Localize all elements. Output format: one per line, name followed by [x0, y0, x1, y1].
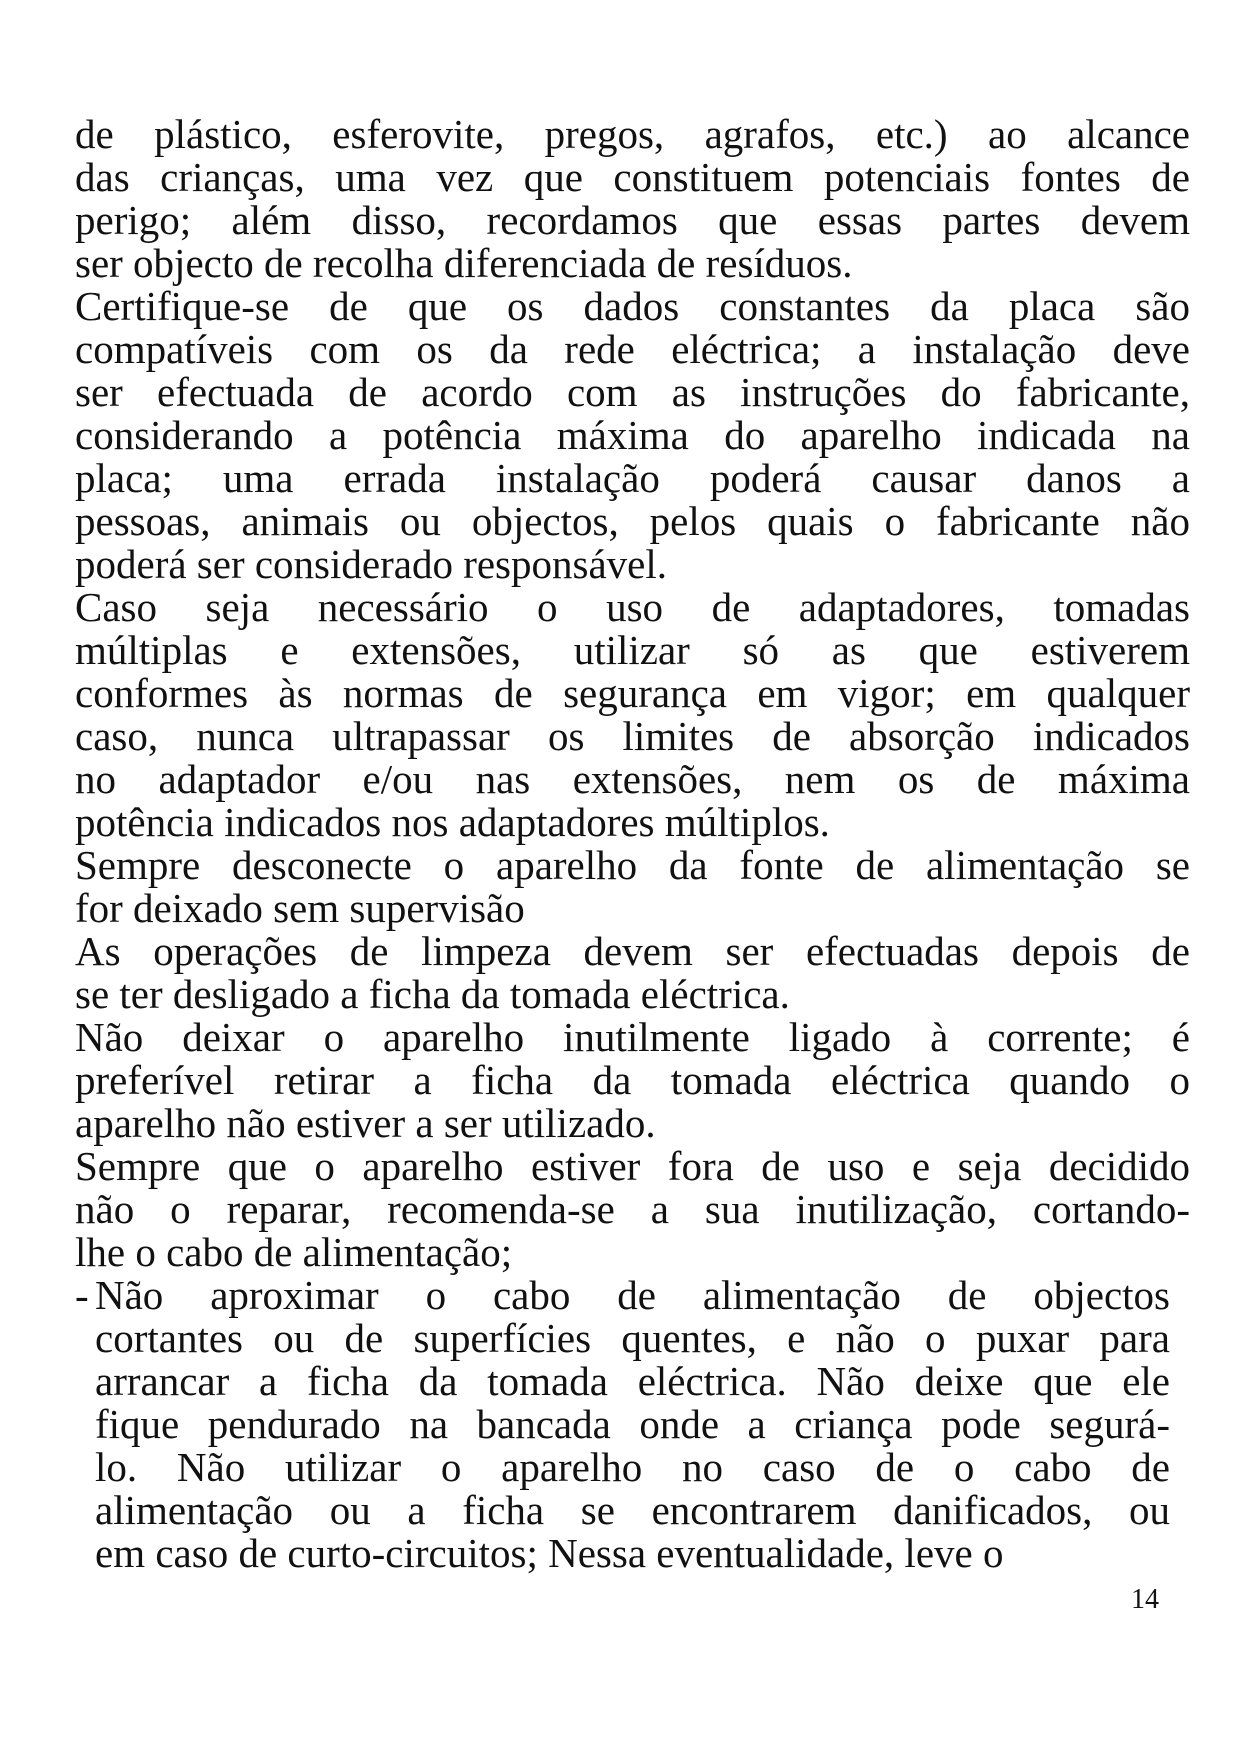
text-line: de plástico, esferovite, pregos, agrafos, etc.) ao alcance — [75, 111, 1190, 157]
text-line: compatíveis com os da rede eléctrica; a instalação deve — [75, 326, 1190, 372]
text-line: pessoas, animais ou objectos, pelos quais o fabricante não — [75, 498, 1190, 544]
text-line: Sempre desconecte o aparelho da fonte de alimentação se — [75, 842, 1190, 888]
text-line: potência indicados nos adaptadores múltiplos. — [75, 799, 830, 845]
page-number: 14 — [1131, 1584, 1159, 1615]
text-line: Certifique-se de que os dados constantes da placa são — [75, 283, 1190, 329]
bullet-text-line: fique pendurado na bancada onde a criança pode segurá- — [95, 1401, 1170, 1447]
bullet-text-line: cortantes ou de superfícies quentes, e não o puxar para — [95, 1315, 1170, 1361]
text-line: Sempre que o aparelho estiver fora de uso e seja decidido — [75, 1143, 1190, 1189]
text-line: ser objecto de recolha diferenciada de resíduos. — [75, 240, 853, 286]
text-line: Caso seja necessário o uso de adaptadores, tomadas — [75, 584, 1190, 630]
text-line: no adaptador e/ou nas extensões, nem os de máxima — [75, 756, 1190, 802]
text-line: ser efectuada de acordo com as instruções do fabricante, — [75, 369, 1190, 415]
bullet-text-line: lo. Não utilizar o aparelho no caso de o cabo de — [95, 1444, 1170, 1490]
text-line: preferível retirar a ficha da tomada eléctrica quando o — [75, 1057, 1190, 1103]
text-line: conformes às normas de segurança em vigor; em qualquer — [75, 670, 1190, 716]
text-line: poderá ser considerado responsável. — [75, 541, 667, 587]
text-line: múltiplas e extensões, utilizar só as que estiverem — [75, 627, 1190, 673]
text-line: das crianças, uma vez que constituem potenciais fontes de — [75, 154, 1190, 200]
text-line: caso, nunca ultrapassar os limites de absorção indicados — [75, 713, 1190, 759]
bullet-text-line: alimentação ou a ficha se encontrarem danificados, ou — [95, 1487, 1170, 1533]
text-line: for deixado sem supervisão — [75, 885, 525, 931]
text-line: considerando a potência máxima do aparelho indicada na — [75, 412, 1190, 458]
bullet-dash: - — [75, 1272, 89, 1318]
bullet-text-line: em caso de curto-circuitos; Nessa eventualidade, leve o — [95, 1530, 1004, 1576]
text-line: perigo; além disso, recordamos que essas partes devem — [75, 197, 1190, 243]
text-line: lhe o cabo de alimentação; — [75, 1229, 513, 1275]
text-line: não o reparar, recomenda-se a sua inutilização, cortando- — [75, 1186, 1190, 1232]
bullet-text-line: Não aproximar o cabo de alimentação de objectos — [95, 1272, 1170, 1318]
text-line: aparelho não estiver a ser utilizado. — [75, 1100, 656, 1146]
text-line: Não deixar o aparelho inutilmente ligado à corrente; é — [75, 1014, 1190, 1060]
text-line: se ter desligado a ficha da tomada eléctrica. — [75, 971, 790, 1017]
bullet-text-line: arrancar a ficha da tomada eléctrica. Não deixe que ele — [95, 1358, 1170, 1404]
text-line: As operações de limpeza devem ser efectuadas depois de — [75, 928, 1190, 974]
text-line: placa; uma errada instalação poderá causar danos a — [75, 455, 1190, 501]
